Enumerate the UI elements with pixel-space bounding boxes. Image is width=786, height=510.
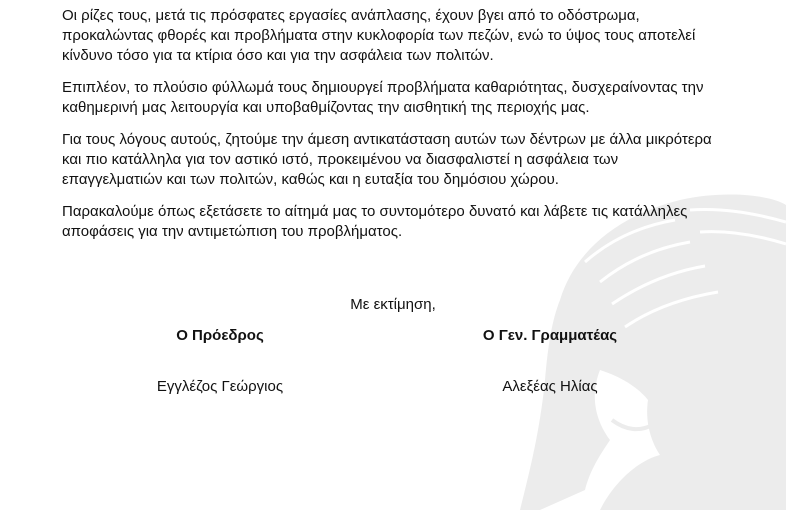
signatory-left-name: Εγγλέζος Γεώργιος xyxy=(156,378,284,395)
paragraph-foliage: Επιπλέον, το πλούσιο φύλλωμά τους δημιουργεί προβλήματα καθαριότητας, δυσχεραίνοντας την καθημερινή μας λειτουργία και υποβαθμίζοντας την αισθητική της περιοχής μας. xyxy=(62,79,704,116)
paragraph-roots: Οι ρίζες τους, μετά τις πρόσφατες εργασίες ανάπλασης, έχουν βγει από το οδόστρωμα, προκαλώντας φθορές και προβλήματα στην κυκλοφορία των πεζών, ενώ το ύψος τους αποτελεί κίνδυνο τόσο για τα κτίρια όσο και για την ασφάλεια των πολιτών. xyxy=(62,7,696,64)
paragraph-request: Για τους λόγους αυτούς, ζητούμε την άμεση αντικατάσταση αυτών των δέντρων με άλλα μικρότερα και πιο κατάλληλα για τον αστικό ιστό, προκειμένου να διασφαλιστεί η ασφάλεια των επαγγελματιών και των πολιτών, καθώς και η ευταξία του δημόσιου χώρου. xyxy=(62,131,712,188)
signatory-left-role: Ο Πρόεδρος xyxy=(176,327,264,344)
closing-salutation: Με εκτίμηση, xyxy=(350,296,436,313)
signatory-right-role: Ο Γεν. Γραμματέας xyxy=(482,327,618,344)
letter-body xyxy=(62,6,722,254)
signatory-right-name: Αλεξέας Ηλίας xyxy=(502,378,598,395)
paragraph-closing-request: Παρακαλούμε όπως εξετάσετε το αίτημά μας το συντομότερο δυνατό και λάβετε τις κατάλληλες αποφάσεις για την αντιμετώπιση του προβλήματος. xyxy=(62,203,688,240)
